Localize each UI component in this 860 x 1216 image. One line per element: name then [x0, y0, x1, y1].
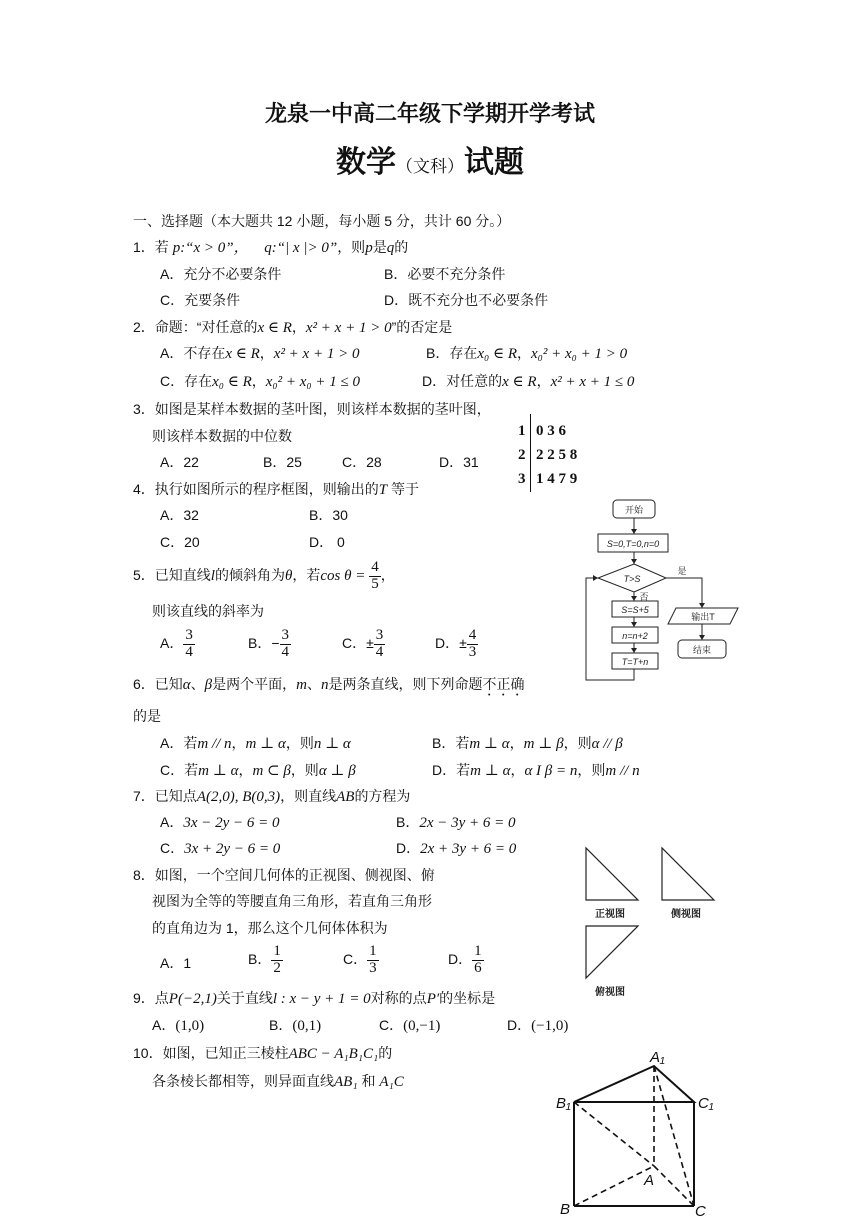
q4-option-a: A．32 — [160, 507, 199, 523]
q8-b-num: 1 — [273, 943, 281, 959]
q6-d-then: ，则 — [577, 762, 606, 778]
q2-d-math2: x² + x + 1 ≤ 0 — [550, 374, 635, 390]
q7-b-math: 2x − 3y + 6 = 0 — [419, 815, 516, 831]
q5-c-den: 4 — [375, 643, 384, 660]
q2-stem-math2: x² + x + 1 > 0 — [305, 320, 392, 336]
q3-stem-line2: 则该样本数据的中位数 — [152, 428, 292, 444]
q4-stem-a: 4．执行如图所示的程序框图，则输出的 — [133, 481, 379, 497]
front-view-label: 正视图 — [595, 909, 625, 920]
top-view-label: 俯视图 — [595, 987, 625, 998]
q9-stem-math3: P′ — [426, 991, 440, 1007]
q6-d-math1: m ⊥ α — [470, 763, 511, 779]
q9-a-label: A． — [152, 1017, 176, 1033]
q2-c-comma: ， — [251, 373, 266, 389]
q5-cos: cos θ = — [320, 567, 366, 584]
q7-c-label: C． — [160, 840, 185, 856]
q4-option-d: D． 0 — [309, 534, 345, 550]
leaves-1: 0 3 6 — [536, 423, 566, 439]
q8-option-c — [343, 944, 379, 977]
section-heading: 一、选择题（本大题共 12 小题，每小题 5 分，共计 60 分。） — [133, 213, 511, 229]
q6-stem-c: 是两个平面， — [212, 676, 297, 692]
q10-stem-c: 各条棱长都相等，则异面直线 — [152, 1073, 334, 1089]
q9-option-a — [152, 1018, 204, 1034]
flow-step2-label: n=n+2 — [622, 631, 648, 641]
q6-option-d — [432, 763, 640, 779]
q9-b-label: B． — [269, 1017, 293, 1033]
label-b1: B₁ — [556, 1095, 571, 1112]
q6-a-math1: m // n — [197, 736, 232, 752]
prism-top-face — [574, 1066, 694, 1102]
q1-q: q — [264, 240, 272, 256]
q9-stem-d: 的坐标是 — [439, 990, 496, 1006]
q5-b-frac — [280, 628, 292, 661]
q5-b-den: 4 — [281, 643, 290, 660]
q9-c-math: (0,−1) — [403, 1018, 441, 1034]
q5-a-label: A． — [160, 634, 184, 651]
q1-stem-c: 是 — [372, 239, 387, 255]
q5-cos-num: 4 — [371, 559, 379, 575]
q5-c-num: 3 — [375, 627, 384, 643]
q9-option-d — [507, 1018, 568, 1034]
subject-title-b: 试题 — [464, 145, 524, 180]
q7-stem-c: 的方程为 — [354, 788, 411, 804]
q10-stem-d: 和 — [361, 1073, 376, 1089]
q1-p-def: :“x > 0”， — [180, 240, 249, 256]
q3-stem-line1: 3．如图是某样本数据的茎叶图，则该样本数据的茎叶图， — [133, 401, 491, 417]
q9-c-label: C． — [379, 1017, 404, 1033]
q2-a-math1: x ∈ R — [225, 346, 260, 362]
q7-b-label: B． — [396, 814, 420, 830]
q8-option-b — [248, 944, 283, 977]
q5-theta: θ — [284, 567, 293, 584]
q6-d-math3: m // n — [605, 763, 640, 779]
q7-stem-b: ，则直线 — [280, 788, 337, 804]
q7-a-math: 3x − 2y − 6 = 0 — [183, 815, 280, 831]
q8-c-den: 3 — [369, 959, 377, 976]
q2-d-comma: ， — [536, 373, 551, 389]
stem-leaf-plot — [516, 412, 606, 494]
q4-stem — [133, 482, 419, 498]
q6-stem-d: 、 — [307, 676, 321, 692]
flow-start-label: 开始 — [624, 505, 644, 515]
prism-figure — [552, 1042, 732, 1216]
q1-q-def: :“| x |> 0” — [271, 240, 338, 256]
q5-c-label: C．± — [342, 634, 374, 651]
q2-a-comma: ， — [259, 345, 274, 361]
three-view-drawing — [580, 842, 730, 1002]
q5-cos-frac — [369, 560, 381, 593]
q9-stem — [133, 991, 495, 1007]
q2-stem — [133, 320, 452, 336]
q2-b-math1: x₀ ∈ R — [477, 346, 517, 362]
q10-stem-math1: ABC − A₁B₁C₁ — [288, 1046, 379, 1062]
q5-stem-d: ， — [380, 566, 395, 583]
side-view-triangle — [662, 848, 714, 900]
q1-option-c: C．充要条件 — [160, 292, 241, 308]
q5-stem — [133, 560, 395, 593]
q5-a-num: 3 — [185, 627, 193, 643]
q2-option-c — [160, 374, 360, 390]
q10-stem-math2: AB₁ — [334, 1074, 358, 1090]
q9-stem-c: 对称的点 — [370, 990, 427, 1006]
q5-l: l — [210, 567, 215, 584]
q1-stem-b: ，则 — [337, 239, 366, 255]
q3-option-c: C．28 — [342, 454, 382, 470]
flow-step3-label: T=T+n — [621, 657, 649, 667]
q9-stem-math1: P(−2,1) — [168, 991, 217, 1007]
q2-c-label: C．存在 — [160, 373, 213, 389]
q5-d-den: 3 — [468, 643, 477, 660]
label-a: A — [644, 1172, 655, 1189]
q5-stem-c: ，若 — [292, 566, 321, 583]
front-view-triangle — [586, 848, 638, 900]
subject-title — [0, 145, 860, 180]
q1-option-d: D．既不充分也不必要条件 — [384, 292, 549, 308]
q6-c-then: ，则 — [290, 762, 319, 778]
q1-p: p — [172, 240, 181, 256]
q6-c-math2: m ⊂ β — [252, 763, 291, 779]
q2-stem-c: ”的否定是 — [391, 319, 453, 335]
q6-b-math2: m ⊥ β — [523, 736, 564, 752]
stem-2: 2 — [518, 447, 526, 463]
q6-a-math3: n ⊥ α — [313, 736, 351, 752]
top-view-triangle — [586, 926, 638, 978]
q5-c-frac — [374, 628, 386, 661]
q6-stem-emph: 不正确 — [482, 676, 525, 692]
q9-stem-math2: l : x − y + 1 = 0 — [272, 991, 371, 1007]
q9-option-b — [269, 1018, 321, 1034]
q6-b-then: ，则 — [563, 735, 592, 751]
q10-stem-line2 — [152, 1074, 404, 1090]
q9-d-label: D． — [507, 1017, 532, 1033]
q6-b-comma: ， — [509, 735, 524, 751]
q6-m: m — [296, 677, 307, 693]
leaves-3: 1 4 7 9 — [536, 471, 578, 487]
q6-a-math2: m ⊥ α — [245, 736, 286, 752]
flow-step1-label: S=S+5 — [621, 605, 649, 615]
diag-a1c — [654, 1066, 694, 1206]
q5-a-den: 4 — [185, 643, 193, 660]
q6-option-c — [160, 763, 356, 779]
flow-output-label: 输出T — [691, 612, 715, 622]
q6-a-comma: ， — [231, 735, 246, 751]
q6-beta: β — [204, 677, 213, 693]
stem-3: 3 — [518, 471, 526, 487]
q1-option-a: A．充分不必要条件 — [160, 266, 282, 282]
q1-p-2: p — [365, 240, 373, 256]
q10-stem-b: 的 — [378, 1045, 393, 1061]
q9-stem-b: 关于直线 — [216, 990, 273, 1006]
q2-stem-math1: x ∈ R — [257, 320, 292, 336]
q1-q-2: q — [386, 240, 395, 256]
q5-option-d — [435, 628, 478, 661]
stem-leaf-divider — [530, 414, 531, 492]
q7-stem-a: 7．已知点 — [133, 788, 197, 804]
q10-stem-a: 10．如图，已知正三棱柱 — [133, 1045, 289, 1061]
q5-stem-b: 的倾斜角为 — [214, 566, 285, 583]
q8-option-a: A．1 — [160, 955, 192, 971]
q5-d-frac — [467, 628, 479, 661]
q3-option-a: A．22 — [160, 454, 199, 470]
q5-d-num: 4 — [468, 627, 477, 643]
q6-b-label: B．若 — [432, 735, 470, 751]
q9-d-math: (−1,0) — [531, 1018, 569, 1034]
q7-option-b — [396, 815, 516, 831]
flow-cond-label: T>S — [623, 574, 641, 584]
q5-b-label: B．− — [248, 634, 280, 651]
q6-a-label: A．若 — [160, 735, 198, 751]
q6-stem-e: 是两条直线，则下列命题 — [328, 676, 483, 692]
q2-b-comma: ， — [516, 345, 531, 361]
diag-ab1 — [574, 1102, 654, 1166]
q6-b-math1: m ⊥ α — [469, 736, 510, 752]
q2-option-b — [426, 346, 627, 362]
q7-option-d — [396, 841, 516, 857]
q7-stem — [133, 789, 410, 805]
q7-a-label: A． — [160, 814, 184, 830]
q1-stem-a: 1．若 — [133, 239, 173, 255]
q5-option-b — [248, 628, 291, 661]
q4-stem-b: 等于 — [391, 481, 420, 497]
q2-d-math1: x ∈ R — [502, 374, 537, 390]
exam-title: 龙泉一中高二年级下学期开学考试 — [264, 102, 595, 127]
q8-b-label: B． — [248, 950, 272, 967]
leaves-2: 2 2 5 8 — [536, 447, 578, 463]
q2-c-math1: x₀ ∈ R — [212, 374, 252, 390]
q6-c-comma: ， — [238, 762, 253, 778]
q3-option-b: B．25 — [263, 454, 302, 470]
q8-d-den: 6 — [474, 959, 482, 976]
label-c: C — [695, 1203, 706, 1216]
q6-stem-a: 6．已知 — [133, 676, 183, 692]
label-c1: C₁ — [698, 1095, 714, 1112]
q7-option-c — [160, 841, 280, 857]
q4-option-b: B．30 — [309, 507, 348, 523]
q5-a-frac — [183, 628, 195, 661]
q1-stem — [133, 240, 408, 256]
q2-option-d — [422, 374, 634, 390]
q5-option-c — [342, 628, 385, 661]
q6-a-then: ，则 — [285, 735, 314, 751]
q7-option-a — [160, 815, 280, 831]
q8-c-num: 1 — [369, 943, 377, 959]
side-view-label: 侧视图 — [671, 909, 701, 920]
flow-end-label: 结束 — [692, 645, 712, 655]
flow-no-label: 否 — [639, 592, 649, 602]
q9-option-c — [379, 1018, 440, 1034]
subject-title-sub: （文科） — [396, 157, 464, 177]
label-a1: A₁ — [650, 1049, 665, 1066]
q9-stem-a: 9．点 — [133, 990, 169, 1006]
q7-d-label: D． — [396, 840, 421, 856]
q2-c-math2: x₀² + x₀ + 1 ≤ 0 — [265, 374, 360, 390]
q6-n: n — [321, 677, 329, 693]
q5-stem-line2: 则该直线的斜率为 — [152, 603, 264, 619]
q2-a-math2: x² + x + 1 > 0 — [273, 346, 360, 362]
q5-option-a — [160, 628, 195, 661]
q8-option-d — [448, 944, 484, 977]
q4-stem-math: T — [378, 482, 388, 498]
q9-b-math: (0,1) — [292, 1018, 322, 1034]
q2-option-a — [160, 346, 359, 362]
q8-stem-line2: 视图为全等的等腰直角三角形，若直角三角形 — [152, 893, 432, 909]
q10-stem-math3: A₁C — [379, 1074, 404, 1090]
q6-option-b — [432, 736, 623, 752]
q6-stem-b: 、 — [190, 676, 205, 692]
q6-c-label: C．若 — [160, 762, 199, 778]
q6-c-math3: α ⊥ β — [318, 763, 356, 779]
q5-d-label: D．± — [435, 634, 467, 651]
q7-d-math: 2x + 3y + 6 = 0 — [420, 841, 517, 857]
q9-a-math: (1,0) — [175, 1018, 205, 1034]
q5-cos-den: 5 — [371, 575, 379, 592]
q6-d-label: D．若 — [432, 762, 471, 778]
q8-c-frac — [367, 944, 379, 977]
q8-b-den: 2 — [273, 959, 281, 976]
q1-stem-d: 的 — [394, 239, 409, 255]
q8-stem-line1: 8．如图，一个空间几何体的正视图、侧视图、俯 — [133, 867, 435, 883]
label-b: B — [560, 1201, 571, 1216]
q7-ab: AB — [336, 789, 355, 805]
flowchart — [580, 496, 750, 686]
q6-stem-line2: 的是 — [133, 708, 161, 724]
q1-option-b: B．必要不充分条件 — [384, 266, 506, 282]
q2-a-label: A．不存在 — [160, 345, 226, 361]
q6-d-math2: α I β = n — [524, 763, 578, 779]
q6-alpha: α — [182, 677, 191, 693]
q2-stem-a: 2．命题：“对任意的 — [133, 319, 258, 335]
flow-yes-label: 是 — [677, 566, 687, 576]
q6-d-comma: ， — [510, 762, 525, 778]
q8-d-num: 1 — [474, 943, 482, 959]
q7-c-math: 3x + 2y − 6 = 0 — [184, 841, 281, 857]
q8-d-label: D． — [448, 950, 473, 967]
q10-stem-line1 — [133, 1046, 392, 1062]
q5-b-num: 3 — [281, 627, 290, 643]
stem-1: 1 — [518, 423, 526, 439]
q6-c-math1: m ⊥ α — [198, 763, 239, 779]
subject-title-a: 数学 — [336, 145, 396, 180]
q4-option-c: C．20 — [160, 534, 200, 550]
q6-b-math3: α // β — [591, 736, 623, 752]
q2-d-label: D．对任意的 — [422, 373, 503, 389]
edge-ab — [574, 1166, 654, 1206]
q8-stem-line3: 的直角边为 1，那么这个几何体体积为 — [152, 920, 388, 936]
q8-d-frac — [472, 944, 484, 977]
q5-stem-a: 5．已知直线 — [133, 566, 211, 583]
q6-option-a — [160, 736, 351, 752]
q2-b-label: B．存在 — [426, 345, 478, 361]
q2-b-math2: x₀² + x₀ + 1 > 0 — [530, 346, 628, 362]
q8-b-frac — [271, 944, 283, 977]
q7-stem-math: A(2,0), B(0,3) — [196, 789, 281, 805]
q2-stem-b: ， — [291, 319, 306, 335]
flow-init-label: S=0,T=0,n=0 — [606, 539, 660, 549]
q8-c-label: C． — [343, 950, 368, 967]
q6-stem — [133, 676, 525, 699]
q3-option-d: D．31 — [439, 454, 479, 470]
